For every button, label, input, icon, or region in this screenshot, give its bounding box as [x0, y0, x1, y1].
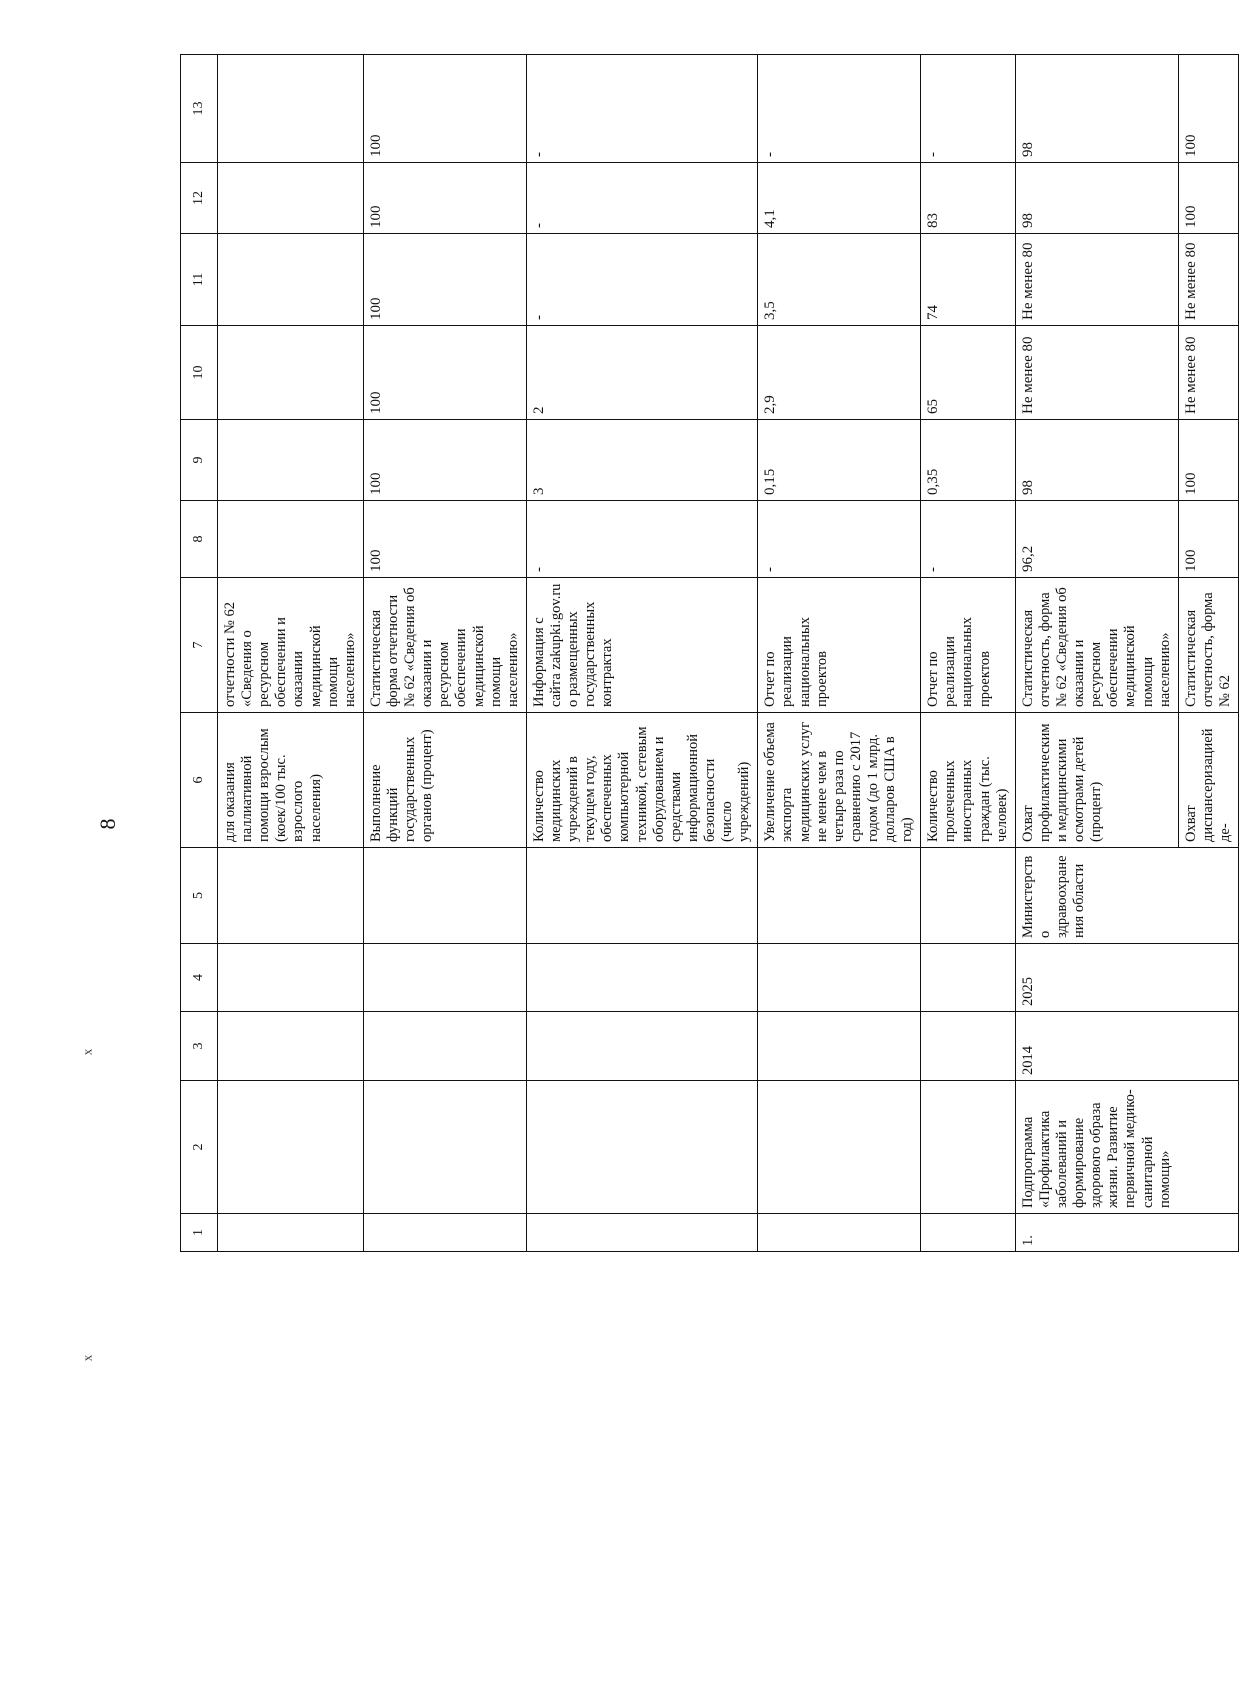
cell-program: [758, 1081, 921, 1214]
column-header: 8: [181, 501, 218, 578]
cell-executor: [921, 848, 1016, 944]
cell-value: 100: [363, 326, 526, 420]
cell-number: [218, 1214, 364, 1252]
cell-value: [218, 501, 364, 578]
column-header: 4: [181, 944, 218, 1012]
column-header: 12: [181, 163, 218, 234]
cell-indicator: Количество медицинских учреждений в текущем году, обеспеченных компьютерной техникой, сетевым оборудованием и средствами информационной безопасности (число учреждений): [526, 713, 757, 848]
cell-start-year: [363, 1012, 526, 1081]
cell-start-year: [218, 1012, 364, 1081]
cell-value: -: [758, 55, 921, 163]
cell-end-year: [758, 944, 921, 1012]
cell-executor: [363, 848, 526, 944]
cell-executor: Министерство здравоохранения области: [1015, 848, 1238, 944]
cell-value: 100: [363, 55, 526, 163]
column-header: 9: [181, 420, 218, 501]
cell-end-year: [526, 944, 757, 1012]
column-header: 5: [181, 848, 218, 944]
cell-value: 100: [1178, 163, 1238, 234]
cell-end-year: [921, 944, 1016, 1012]
column-header: 11: [181, 234, 218, 326]
cell-value: -: [526, 55, 757, 163]
column-header: 7: [181, 578, 218, 713]
cell-program: [921, 1081, 1016, 1214]
indicators-table-wrapper: [180, 54, 1236, 1252]
scan-speck: x: [79, 1354, 95, 1362]
cell-number: [526, 1214, 757, 1252]
cell-start-year: [921, 1012, 1016, 1081]
cell-value: 96,2: [1015, 501, 1178, 578]
cell-value: 4,1: [758, 163, 921, 234]
cell-value: Не менее 80: [1178, 326, 1238, 420]
scan-speck: x: [79, 1048, 95, 1056]
cell-value: 100: [1178, 420, 1238, 501]
cell-value: Не менее 80: [1015, 326, 1178, 420]
cell-value: 0,35: [921, 420, 1016, 501]
cell-value: [218, 55, 364, 163]
cell-end-year: [218, 944, 364, 1012]
cell-value: 98: [1015, 420, 1178, 501]
table-row: [526, 55, 757, 1252]
cell-indicator: Охват диспансеризацией де-: [1178, 713, 1238, 848]
cell-value: 100: [1178, 55, 1238, 163]
cell-value: [218, 326, 364, 420]
cell-program: Подпрограмма «Профилактика заболеваний и формирование здорового образа жизни. Развитие первичной медико-санитарной помощи»: [1015, 1081, 1238, 1214]
cell-value: 100: [1178, 501, 1238, 578]
cell-value: 100: [363, 163, 526, 234]
cell-source: Статистическая отчетность, форма № 62 «Сведения об оказании и ресурсном обеспечении медицинской помощи населению»: [1015, 578, 1178, 713]
cell-executor: [218, 848, 364, 944]
cell-executor: [758, 848, 921, 944]
cell-value: [218, 420, 364, 501]
cell-value: 100: [363, 501, 526, 578]
column-header: 2: [181, 1081, 218, 1214]
table-row: [363, 55, 526, 1252]
cell-program: [218, 1081, 364, 1214]
cell-value: 0,15: [758, 420, 921, 501]
cell-value: 98: [1015, 163, 1178, 234]
cell-source: Статистическая отчетность, форма № 62: [1178, 578, 1238, 713]
cell-source: Статистическая форма отчетности № 62 «Сведения об оказании и ресурсном обеспечении медицинской помощи населению»: [363, 578, 526, 713]
column-header: 6: [181, 713, 218, 848]
table-row: [921, 55, 1016, 1252]
cell-indicator: для оказания паллиативной помощи взрослым (коек/100 тыс. взрослого населения): [218, 713, 364, 848]
table-row: [758, 55, 921, 1252]
cell-value: -: [526, 501, 757, 578]
column-header: 1: [181, 1214, 218, 1252]
indicators-table: [180, 54, 1239, 1252]
cell-end-year: 2025: [1015, 944, 1238, 1012]
cell-value: Не менее 80: [1178, 234, 1238, 326]
cell-value: 3: [526, 420, 757, 501]
cell-end-year: [363, 944, 526, 1012]
cell-number: [921, 1214, 1016, 1252]
table-row: [218, 55, 364, 1252]
cell-indicator: Увеличение объема экспорта медицинских услуг не менее чем в четыре раза по сравнению с 2017 годом (до 1 млрд. долларов США в год): [758, 713, 921, 848]
cell-value: 2,9: [758, 326, 921, 420]
cell-value: -: [921, 501, 1016, 578]
cell-source: Отчет по реализации национальных проектов: [921, 578, 1016, 713]
cell-number: [363, 1214, 526, 1252]
cell-value: -: [526, 234, 757, 326]
cell-value: 100: [363, 420, 526, 501]
cell-value: 98: [1015, 55, 1178, 163]
cell-number: [758, 1214, 921, 1252]
cell-value: Не менее 80: [1015, 234, 1178, 326]
cell-value: -: [921, 55, 1016, 163]
cell-value: 65: [921, 326, 1016, 420]
cell-start-year: [758, 1012, 921, 1081]
column-header: 13: [181, 55, 218, 163]
cell-start-year: 2014: [1015, 1012, 1238, 1081]
cell-value: [218, 234, 364, 326]
cell-value: 100: [363, 234, 526, 326]
column-header: 10: [181, 326, 218, 420]
cell-source: Информация с сайта zakupki.gov.ru о размещенных государственных контрактах: [526, 578, 757, 713]
cell-value: [218, 163, 364, 234]
page-number: 8: [95, 818, 120, 830]
cell-value: 74: [921, 234, 1016, 326]
cell-source: Отчет по реализации национальных проектов: [758, 578, 921, 713]
cell-value: 83: [921, 163, 1016, 234]
table-row: [1015, 55, 1178, 1252]
cell-value: 2: [526, 326, 757, 420]
cell-program: [363, 1081, 526, 1214]
cell-value: -: [758, 501, 921, 578]
cell-executor: [526, 848, 757, 944]
cell-value: 3,5: [758, 234, 921, 326]
cell-start-year: [526, 1012, 757, 1081]
cell-source: отчетности № 62 «Сведения о ресурсном обеспечении и оказании медицинской помощи населению»: [218, 578, 364, 713]
cell-indicator: Охват профилактическими медицинскими осмотрами детей (процент): [1015, 713, 1178, 848]
cell-indicator: Количество пролеченных иностранных граждан (тыс. человек): [921, 713, 1016, 848]
cell-program: [526, 1081, 757, 1214]
cell-number: 1.: [1015, 1214, 1238, 1252]
cell-indicator: Выполнение функций государственных органов (процент): [363, 713, 526, 848]
column-header: 3: [181, 1012, 218, 1081]
header-row: [181, 55, 218, 1252]
cell-value: -: [526, 163, 757, 234]
